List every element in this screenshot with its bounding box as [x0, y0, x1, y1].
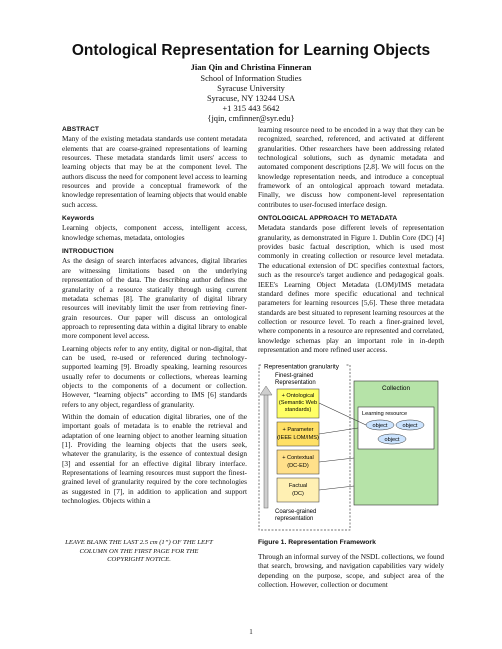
page-number: 1: [249, 628, 253, 636]
figure-caption: Figure 1. Representation Framework: [258, 539, 376, 546]
right-column: [258, 125, 444, 354]
granularity-arrow-shaft: [264, 394, 268, 508]
finest-grained-label: Finest-grained: [275, 373, 314, 379]
factual-layer-label: Factual: [288, 483, 308, 489]
factual-connector: [319, 486, 354, 490]
granularity-arrow-head: [260, 386, 272, 395]
affiliation-line: Syracuse, NY 13244 USA: [206, 94, 296, 103]
introduction-heading: INTRODUCTION: [62, 248, 114, 256]
ontological-layer-label: + Ontological: [281, 393, 315, 399]
left-column: [62, 125, 247, 505]
contextual-layer-label: (DC-ED): [287, 463, 309, 469]
abstract-heading: ABSTRACT: [62, 126, 100, 133]
contextual-layer: [277, 450, 319, 474]
paper-authors: Jian Qin and Christina Finneran: [190, 62, 312, 72]
finest-grained-label: Representation: [275, 380, 316, 386]
parameter-layer-label: (IEEE LOM/IMS): [277, 435, 319, 441]
copyright-notice-placeholder: LEAVE BLANK THE LAST 2.5 cm (1”) OF THE LEFT COLUMN ON THE FIRST PAGE FOR THE COPYRIGHT NOTICE.: [65, 539, 213, 564]
collection-label: Collection: [381, 385, 411, 392]
parameter-layer-label: + Parameter: [282, 427, 314, 433]
parameter-connector: [319, 428, 358, 434]
object-label: object: [384, 437, 400, 443]
coarse-grained-label: Coarse-grained: [275, 509, 317, 515]
body-paragraph: learning resource need to be encoded in a way that they can be recognized, searched, referenced, and activated at different granularities. Other researchers have been addressing related technological solutions, such as dynamic metadata and automated component descriptions [2,8]. We will focus on the knowledge representation needs, and introduce a conceptual framework of an ontological approach toward metadata. Finally, we discuss how component-level representation contributes to user-focused interface design.: [258, 125, 444, 209]
keywords-text: Learning objects, component access, intelligent access, knowledge schemas, metadata, ontologies: [62, 223, 247, 242]
right-column-continued: [258, 552, 444, 589]
affiliation-line: Syracuse University: [217, 84, 285, 93]
ontological-layer-label: standards): [284, 407, 312, 413]
introduction-paragraph: As the design of search interfaces advances, digital libraries are witnessing limitations based on the underlying representation of the data. The describing author defines the granularity of a resource statically through using current metadata schemas [8]. The granularity of digital library resources will inevitably limit the user from retrieving finer-grain resources. Our paper will discuss an ontological approach to representing data within a digital library to enable more component level access.: [62, 256, 247, 341]
granularity-label: Representation granularity: [264, 363, 339, 371]
object-label: object: [402, 423, 418, 429]
learning-resource-label: Learning resource: [362, 411, 408, 417]
introduction-paragraph: Learning objects refer to any entity, digital or non-digital, that can be used, re-used or referenced during technology-supported learning [9]. Broadly speaking, learning resources usually refer to documents or collections, whereas learning objects to the components of a document or collection. However, “learning objects” according to IMS [6] standards refers to any object, regardless of granularity.: [62, 343, 247, 409]
contextual-connector: [319, 458, 354, 462]
body-paragraph: Through an informal survey of the NSDL collections, we found that search, browsing, and navigation capabilities vary widely depending on the purpose, scope, and subject area of the collection. However, collection or document: [258, 552, 444, 590]
ontological-approach-heading: ONTOLOGICAL APPROACH TO METADATA: [258, 215, 398, 223]
keywords-heading: Keywords: [62, 215, 95, 223]
object-label: object: [372, 423, 388, 429]
affiliation-line: {jqin, cmfinner@syr.edu}: [207, 114, 295, 123]
paper-title: Ontological Representation for Learning Objects: [71, 42, 431, 59]
coarse-grained-label: representation: [275, 516, 314, 522]
affiliation-line: +1 315 443 5642: [222, 104, 280, 113]
contextual-layer-label: + Contextual: [282, 455, 314, 461]
introduction-paragraph: Within the domain of education digital libraries, one of the important goals of metadata is to enable the retrieval and adaptation of one learning object to another learning situation [1]. Providing the learning objects that the users seek, whatever the granularity, is the essence of contextual design [3] and essential for an effective digital library interface. Representations of learning resources must support the finest-grained level of granularity required by the core technologies as suggested in [7], in addition to application and support technologies. Objects within a: [62, 411, 247, 506]
parameter-layer: [277, 422, 319, 446]
affiliation-line: School of Information Studies: [200, 74, 302, 83]
representation-framework-figure: [258, 362, 444, 534]
factual-layer: [277, 478, 319, 502]
abstract-text: Many of the existing metadata standards use content metadata elements that are coarse-grained representations of learning resources. These metadata standards limit users' access to learning objects that may be at the component level. The authors discuss the need for component level access to learning resources and provide a conceptual framework of the knowledge representation of learning objects that would enable such access.: [62, 134, 247, 209]
factual-layer-label: (DC): [292, 491, 304, 497]
body-paragraph: Metadata standards pose different levels of representation granularity, as demonstrated in Figure 1. Dublin Core (DC) [4] provides basic factual description, which is used most commonly in creating collection or resource level metadata. The educational extension of DC specifies contextual factors, such as the resource's target audience and pedagogical goals. IEEE's Learning Object Metadata (LOM)/IMS metadata standard defines more specific educational and technical parameters for learning resources [5,6]. These three metadata standards are best situated to represent learning resources at the collection or resource level. To reach a finer-grained level, where components in a resource are represented and correlated, knowledge schemas play an important role in in-depth representation and more refined user access.: [258, 223, 444, 354]
ontological-layer-label: (Semantic Web: [278, 400, 318, 406]
